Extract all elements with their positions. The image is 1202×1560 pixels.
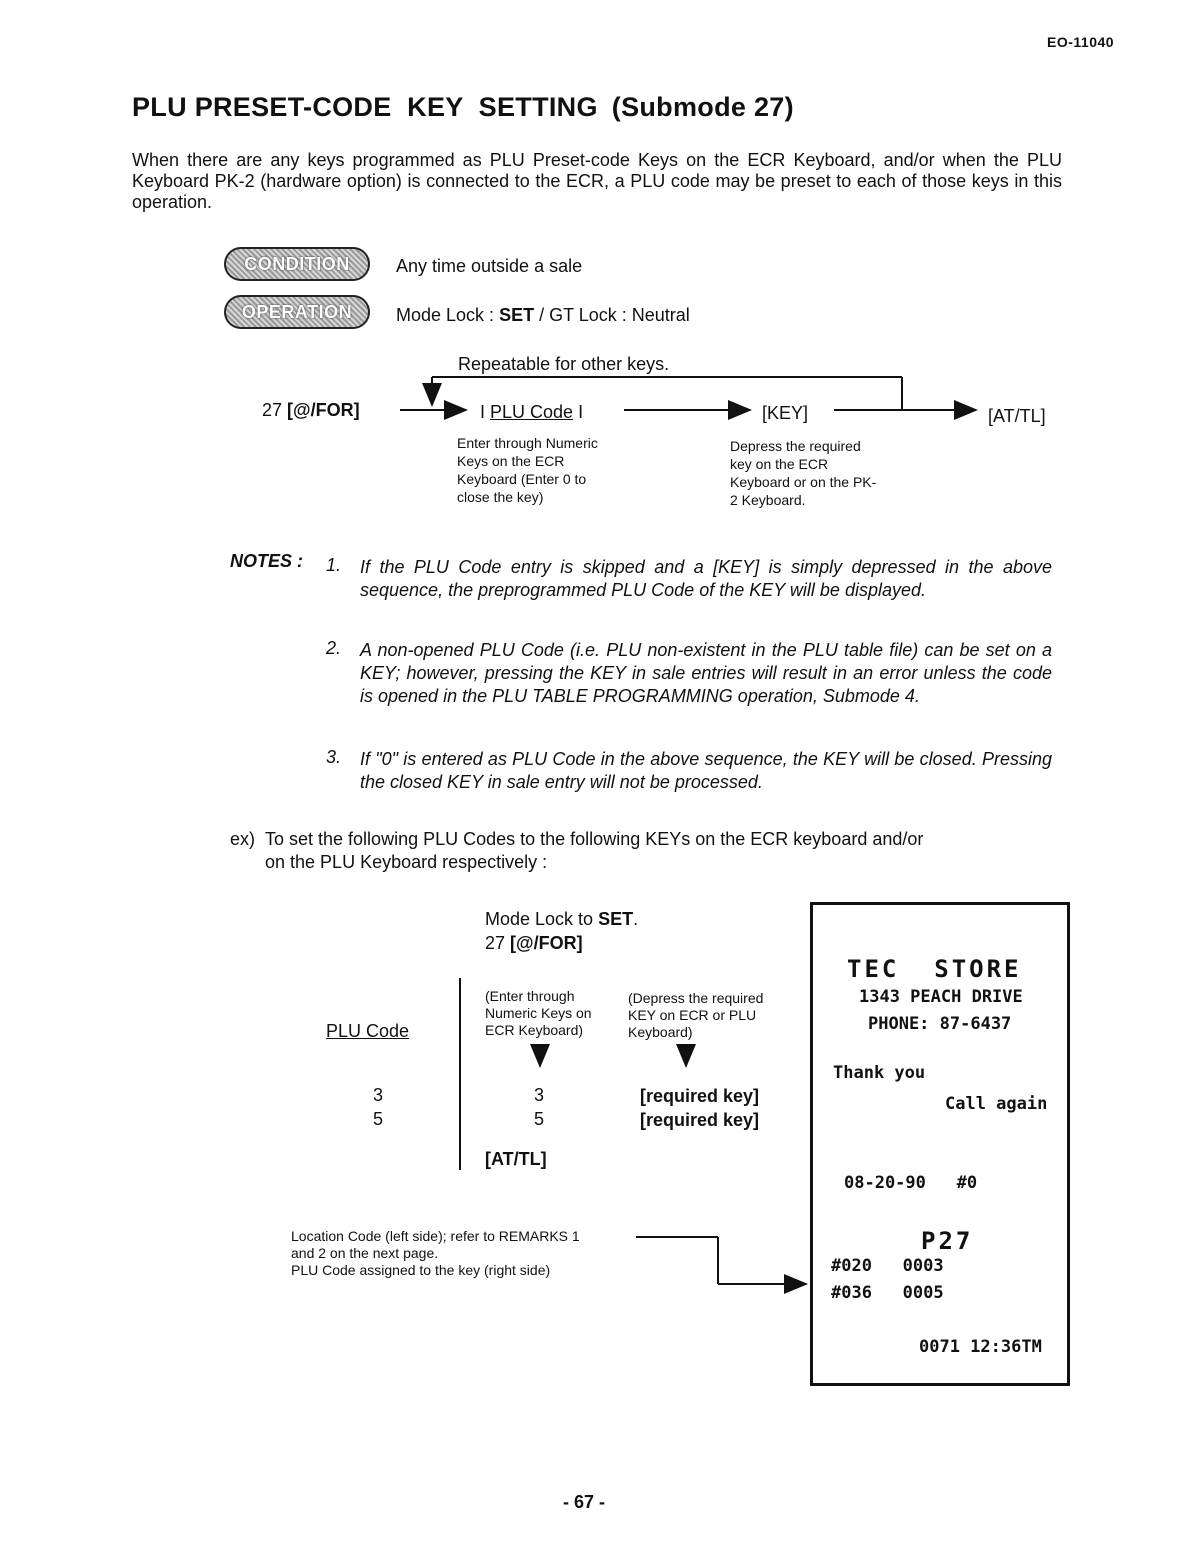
example-line-2: on the PLU Keyboard respectively : [265, 852, 548, 872]
receipt-thanks: Thank you [833, 1063, 926, 1083]
receipt-address: 1343 PEACH DRIVE [859, 987, 1023, 1007]
note-text: A non-opened PLU Code (i.e. PLU non-existent in the PLU table file) can be set on a KEY; however, pressing the KEY in sale entries will result in an error unless the code is opened in the PLU TABLE PROGRAMMING operation, Submode 4. [360, 640, 1052, 706]
flow-key-note: Depress the required key on the ECR Keyboard or on the PK- 2 Keyboard. [730, 438, 877, 508]
example-end-attl: [AT/TL] [485, 1149, 547, 1169]
title-submode: (Submode 27) [611, 92, 794, 122]
document-id: EO-11040 [1047, 34, 1115, 50]
plu-row-value: 5 [373, 1109, 384, 1129]
entry-row-value: 3 [534, 1085, 545, 1105]
location-code-note: Location Code (left side); refer to REMARKS 1 and 2 on the next page. PLU Code assigned to the key (right side) [291, 1228, 580, 1278]
example-label: ex) [230, 829, 256, 849]
condition-badge: CONDITION [224, 247, 370, 281]
flow-start: 27 [@/FOR] [262, 400, 360, 420]
notes-label: NOTES : [230, 551, 304, 571]
title-main: PLU PRESET-CODE KEY SETTING [132, 92, 598, 122]
flow-plu-note: Enter through Numeric Keys on the ECR Keyboard (Enter 0 to close the key) [457, 435, 598, 505]
plu-row-value: 3 [373, 1085, 384, 1105]
condition-text: Any time outside a sale [396, 256, 583, 276]
note-text: If the PLU Code entry is skipped and a [KEY] is simply depressed in the above sequence, the preprogrammed PLU Code of the KEY will be displayed. [360, 557, 1052, 600]
col2-note: (Depress the required KEY on ECR or PLU Keyboard) [628, 990, 764, 1040]
plu-code-header: PLU Code [326, 1021, 410, 1041]
example-mode-lock: Mode Lock to SET. [485, 909, 639, 929]
receipt-date-line: 08-20-90 #0 [844, 1173, 978, 1193]
page-number: - 67 - [563, 1492, 606, 1512]
flow-plu-code: I PLU Code I [480, 402, 584, 422]
receipt-phone: PHONE: 87-6437 [868, 1014, 1012, 1034]
receipt-mode: P27 [921, 1227, 974, 1255]
entry-row-value: 5 [534, 1109, 545, 1129]
flow-diagram-lines [0, 0, 1202, 560]
note-number: 2. [326, 638, 342, 658]
example-start: 27 [@/FOR] [485, 933, 583, 953]
col1-note: (Enter through Numeric Keys on ECR Keyboard) [485, 988, 592, 1038]
receipt-store-name: TEC STORE [847, 955, 1022, 983]
receipt-footer: 0071 12:36TM [919, 1337, 1042, 1357]
operation-badge: OPERATION [224, 295, 370, 329]
note-number: 1. [326, 555, 342, 575]
flow-key: [KEY] [762, 403, 809, 423]
required-key-label: [required key] [640, 1086, 760, 1106]
example-line-1: To set the following PLU Codes to the following KEYs on the ECR keyboard and/or [265, 829, 924, 849]
note-number: 3. [326, 747, 342, 767]
receipt [810, 902, 1070, 1386]
receipt-line: #020 0003 [831, 1256, 944, 1276]
intro-paragraph: When there are any keys programmed as PLU Preset-code Keys on the ECR Keyboard, and/or when the PLU Keyboard PK-2 (hardware option) is connected to the ECR, a PLU code may be preset to each of those keys in this operation. [132, 150, 1062, 212]
required-key-label: [required key] [640, 1110, 760, 1130]
operation-text: Mode Lock : SET / GT Lock : Neutral [396, 305, 690, 325]
receipt-call-again: Call again [945, 1094, 1048, 1114]
receipt-line: #036 0005 [831, 1283, 944, 1303]
repeat-label: Repeatable for other keys. [458, 354, 670, 374]
note-text: If "0" is entered as PLU Code in the above sequence, the KEY will be closed. Pressing the closed KEY in sale entry will not be processed. [360, 749, 1052, 792]
flow-end-attl: [AT/TL] [988, 406, 1046, 426]
